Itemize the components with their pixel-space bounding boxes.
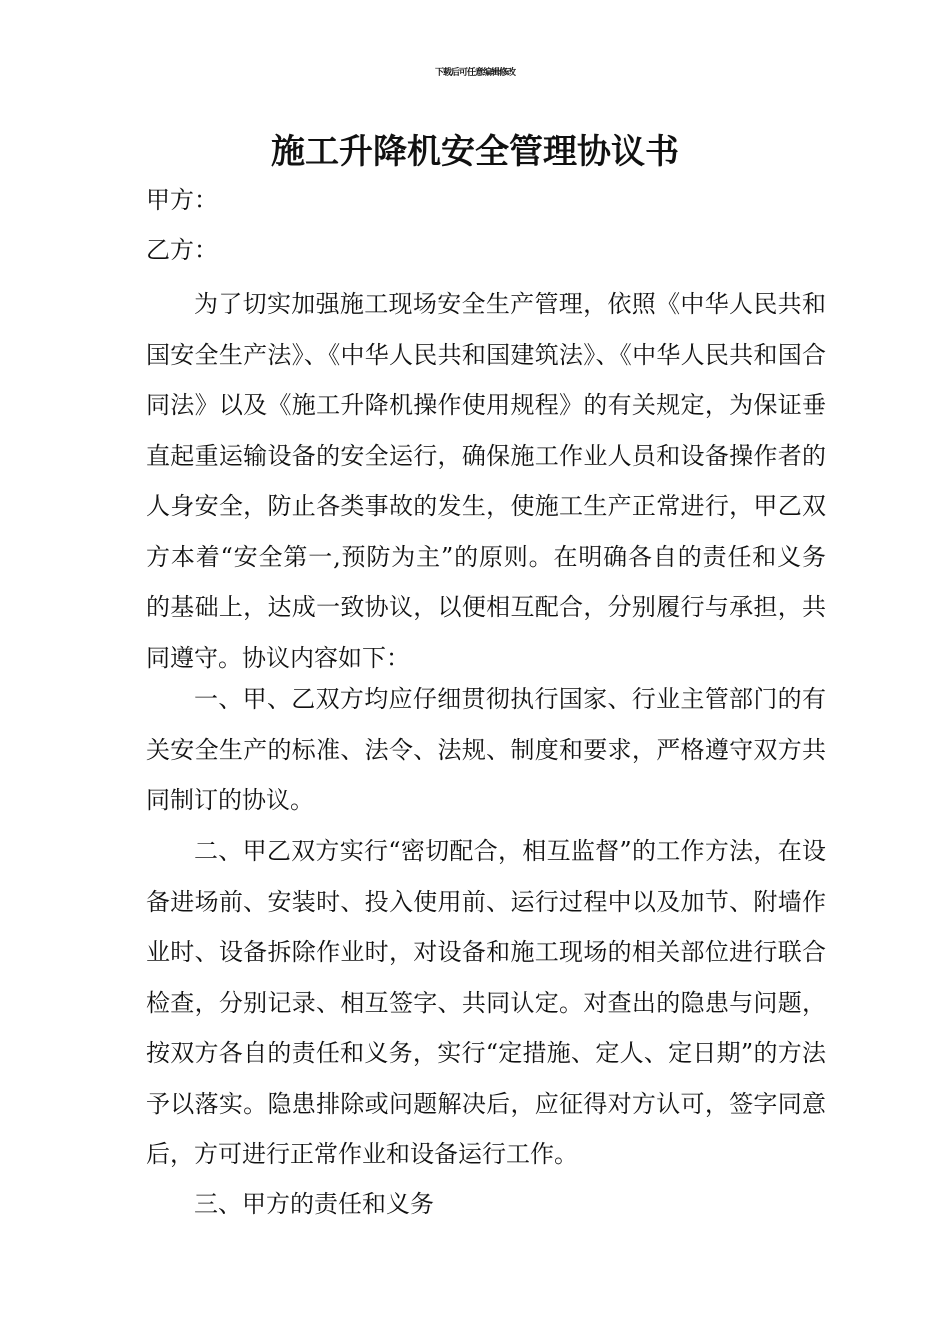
intro-paragraph: 为了切实加强施工现场安全生产管理，依照《中华人民共和国安全生产法》、《中华人民共和国建筑法》、《中华人民共和国合同法》以及《施工升降机操作使用规程》的有关规定，为保证垂直起重运输设备的安全运行，确保施工作业人员和设备操作者的人身安全，防止各类事故的发生，使施工生产正常进行，甲乙双方本着“安全第一,预防为主”的原则。在明确各自的责任和义务的基础上，达成一致协议，以便相互配合，分别履行与承担，共同遵守。协议内容如下： [146,290,826,672]
clause-one-paragraph: 一、甲、乙双方均应仔细贯彻执行国家、行业主管部门的有关安全生产的标准、法令、法规、制度和要求，严格遵守双方共同制订的协议。 [146,685,826,814]
header-note: 下载后可任意编辑修改 [434,68,515,78]
party-a-label: 甲方： [146,186,218,214]
clause-two-paragraph: 二、甲乙双方实行“密切配合，相互监督”的工作方法，在设备进场前、安装时、投入使用前、运行过程中以及加节、附墙作业时、设备拆除作业时，对设备和施工现场的相关部位进行联合检查，分别记录、相互签字、共同认定。对查出的隐患与问题，按双方各自的责任和义务，实行“定措施、定人、定日期”的方法予以落实。隐患排除或问题解决后，应征得对方认可，签字同意后，方可进行正常作业和设备运行工作。 [146,837,826,1168]
document-title: 施工升降机安全管理协议书 [271,132,679,172]
party-b-label: 乙方： [146,236,218,264]
clause-three-heading: 三、甲方的责任和义务 [194,1190,434,1218]
